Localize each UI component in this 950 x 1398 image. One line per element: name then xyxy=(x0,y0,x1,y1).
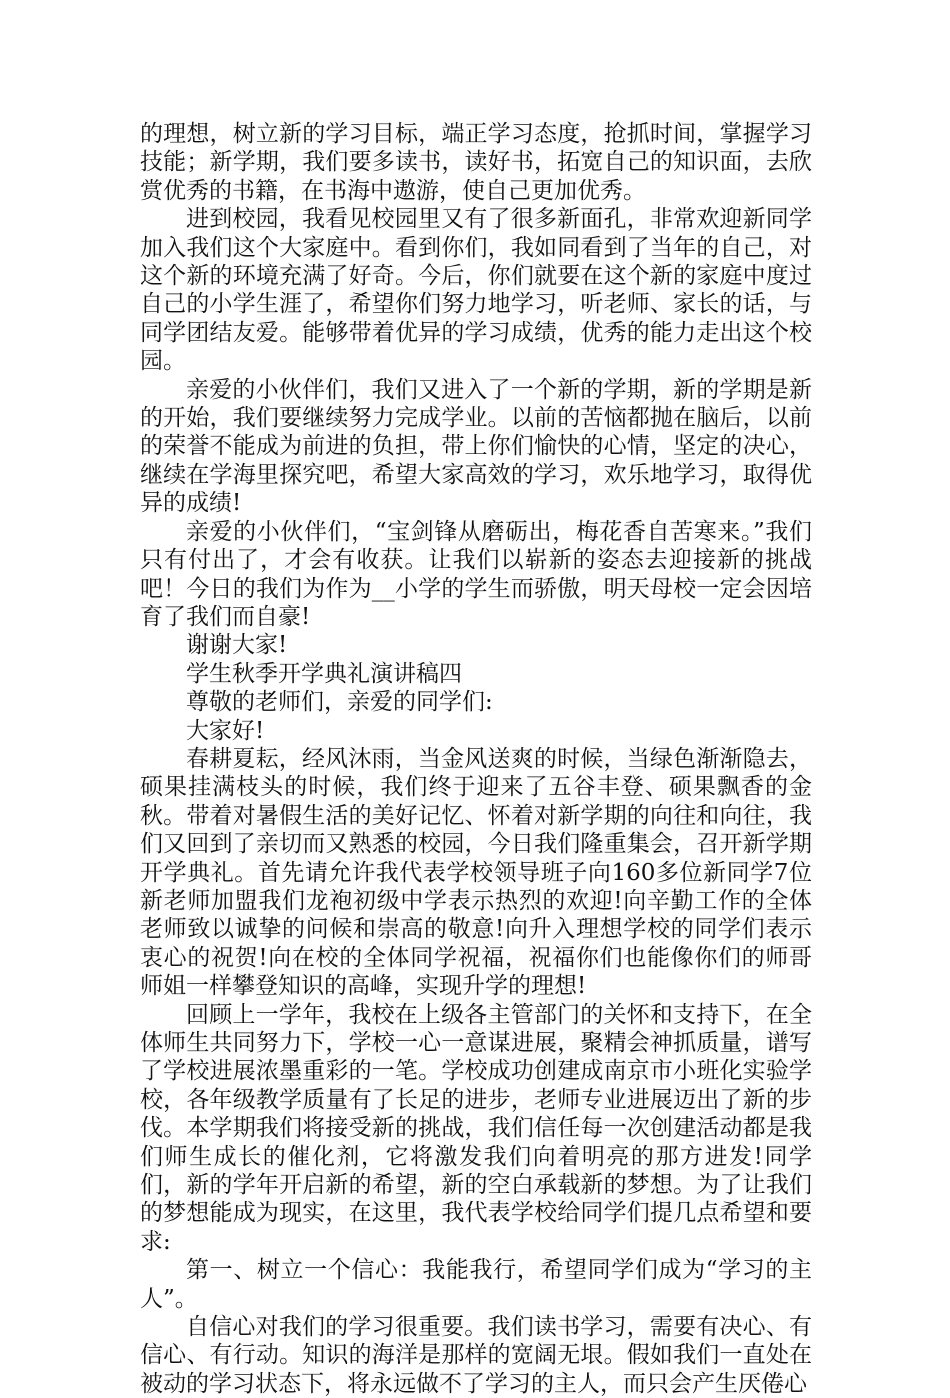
paragraph-5: 春耕夏耘，经风沐雨，当金风送爽的时候，当绿色渐渐隐去，硕果挂满枝头的时候，我们终于迎来了五谷丰登、硕果飘香的金秋。带着对暑假生活的美好记忆、怀着对新学期的向往和向往，我们又回到了亲切而又熟悉的校园，今日我们隆重集会，召开新学期开学典礼。首先请允许我代表学校领导班子向160多位新同学7位新老师加盟我们龙袍初级中学表示热烈的欢迎!向辛勤工作的全体老师致以诚挚的问候和崇高的敬意!向升入理想学校的同学们表示衷心的祝贺!向在校的全体同学祝福，祝福你们也能像你们的师哥师姐一样攀登知识的高峰，实现升学的理想! xyxy=(140,745,812,1000)
document-page xyxy=(140,120,812,1398)
paragraph-3: 亲爱的小伙伴们，我们又进入了一个新的学期，新的学期是新的开始，我们要继续努力完成学业。以前的苦恼都抛在脑后，以前的荣誉不能成为前进的负担，带上你们愉快的心情，坚定的决心，继续在学海里探究吧，希望大家高效的学习，欢乐地学习，取得优异的成绩! xyxy=(140,376,812,517)
salutation: 尊敬的老师们，亲爱的同学们: xyxy=(186,689,493,716)
paragraph-8: 自信心对我们的学习很重要。我们读书学习，需要有决心、有信心、有行动。知识的海洋是那样的宽阔无垠。假如我们一直处在被动的学习状态下，将永远做不了学习的主人，而只会产生厌倦心 xyxy=(140,1314,812,1397)
paragraph-6: 回顾上一学年，我校在上级各主管部门的关怀和支持下，在全体师生共同努力下，学校一心一意谋进展，聚精会神抓质量，谱写了学校进展浓墨重彩的一笔。学校成功创建成南京市小班化实验学校，各年级教学质量有了长足的进步，老师专业进展迈出了新的步伐。本学期我们将接受新的挑战，我们信任每一次创建活动都是我们师生成长的催化剂，它将激发我们向着明亮的那方进发!同学们，新的学年开启新的希望，新的空白承载新的梦想。为了让我们的梦想能成为现实，在这里，我代表学校给同学们提几点希望和要求: xyxy=(140,1001,812,1255)
paragraph-1: 的理想，树立新的学习目标，端正学习态度，抢抓时间，掌握学习技能；新学期，我们要多读书，读好书，拓宽自己的知识面，去欣赏优秀的书籍，在书海中遨游，使自己更加优秀。 xyxy=(140,121,812,204)
paragraph-4: 亲爱的小伙伴们，“宝剑锋从磨砺出，梅花香自苦寒来。”我们只有付出了，才会有收获。让我们以崭新的姿态去迎接新的挑战吧！今日的我们为作为__小学的学生而骄傲，明天母校一定会因培育了我们而自豪! xyxy=(140,518,812,630)
paragraph-7: 第一、树立一个信心：我能我行，希望同学们成为“学习的主人”。 xyxy=(140,1257,812,1312)
closing-thanks: 谢谢大家! xyxy=(186,632,288,659)
section-title: 学生秋季开学典礼演讲稿四 xyxy=(186,660,462,687)
paragraph-2: 进到校园，我看见校园里又有了很多新面孔，非常欢迎新同学加入我们这个大家庭中。看到你们，我如同看到了当年的自己，对这个新的环境充满了好奇。今后，你们就要在这个新的家庭中度过自己的小学生涯了，希望你们努力地学习，听老师、家长的话，与同学团结友爱。能够带着优异的学习成绩，优秀的能力走出这个校园。 xyxy=(140,206,812,375)
greeting: 大家好! xyxy=(186,717,265,744)
